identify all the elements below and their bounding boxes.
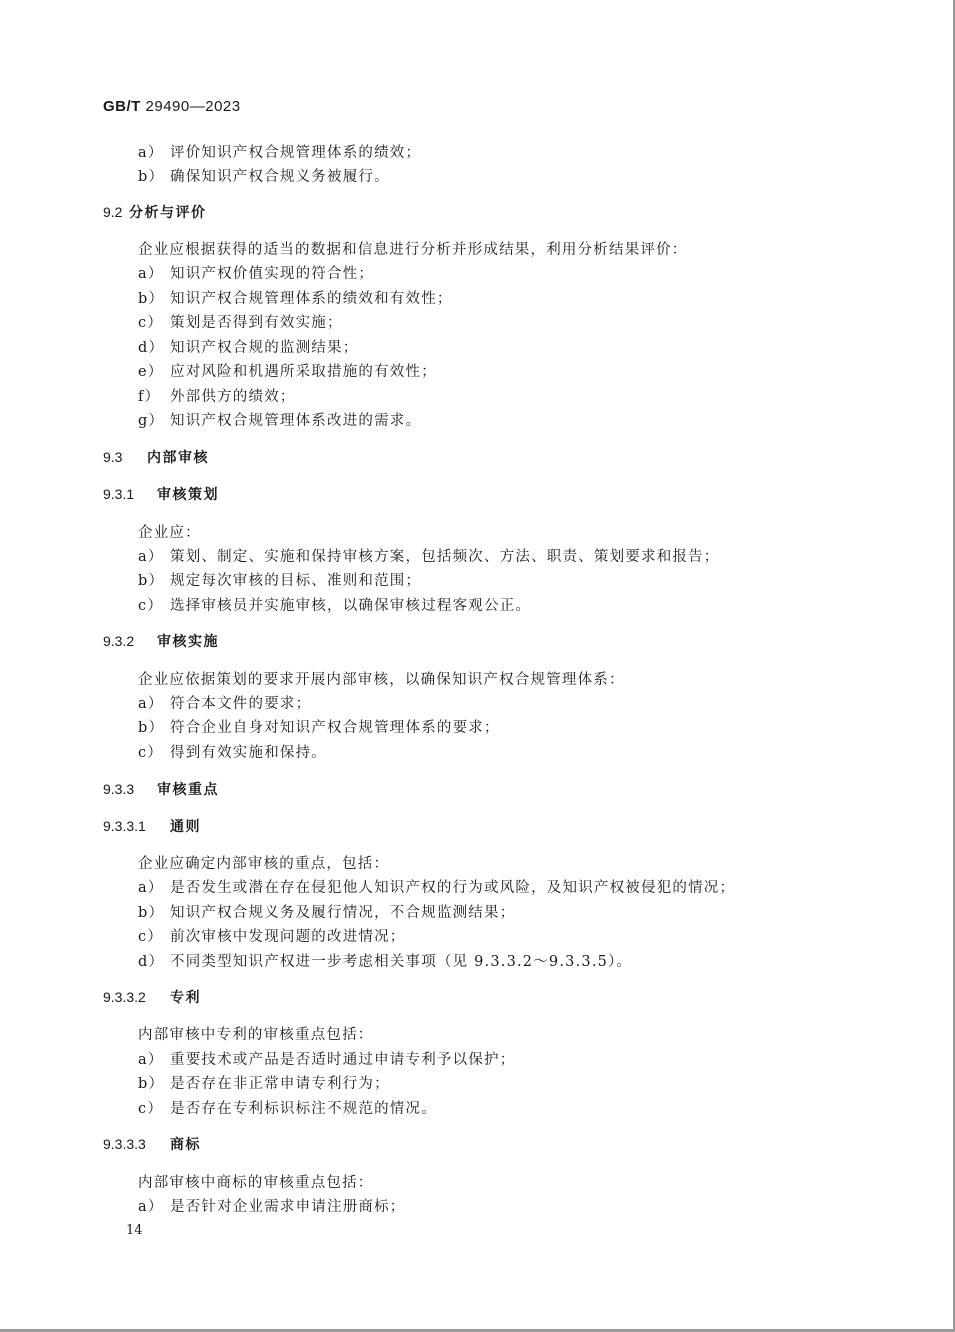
section-title: 审核重点 [157, 781, 219, 797]
section-heading [103, 816, 201, 836]
list-item-label: a） [138, 145, 164, 161]
list-item-text: 策划是否得到有效实施； [170, 315, 343, 331]
page-number: 14 [126, 1223, 143, 1238]
section-number: 9.3.3.3 [103, 1136, 146, 1152]
section-number: 9.3 [103, 449, 123, 465]
section-number: 9.2 [103, 204, 123, 220]
section-title: 分析与评价 [129, 204, 207, 220]
list-item-text: 选择审核员并实施审核，以确保审核过程客观公正。 [170, 598, 532, 614]
list-item-text: 确保知识产权合规义务被履行。 [170, 169, 390, 185]
list-item-text: 是否发生或潜在存在侵犯他人知识产权的行为或风险，及知识产权被侵犯的情况； [170, 880, 736, 896]
list-item-text: 是否存在非正常申请专利行为； [170, 1076, 390, 1092]
list-item-text: 策划、制定、实施和保持审核方案，包括频次、方法、职责、策划要求和报告； [170, 549, 720, 565]
paragraph-text: 内部审核中专利的审核重点包括： [138, 1027, 374, 1043]
paragraph-text: 企业应依据策划的要求开展内部审核，以确保知识产权合规管理体系： [138, 672, 625, 688]
list-item-label: f） [138, 389, 161, 405]
list-item-text: 知识产权合规的监测结果； [170, 340, 359, 356]
section-number: 9.3.3 [103, 781, 135, 797]
list-item-text: 知识产权合规管理体系改进的需求。 [170, 413, 422, 429]
list-item-label: a） [138, 880, 164, 896]
list-item-label: g） [138, 413, 165, 429]
section-number: 9.3.3.1 [103, 818, 146, 834]
section-number: 9.3.3.2 [103, 989, 146, 1005]
section-title: 专利 [170, 989, 201, 1005]
section-heading [103, 631, 219, 651]
section-title: 审核实施 [157, 633, 219, 649]
list-item-text: 规定每次审核的目标、准则和范围； [170, 573, 422, 589]
list-item-label: d） [138, 340, 165, 356]
list-item-label: b） [138, 1076, 165, 1092]
list-item-text: 知识产权价值实现的符合性； [170, 266, 375, 282]
list-item-label: a） [138, 549, 164, 565]
list-item-label: a） [138, 1052, 164, 1068]
list-item-label: a） [138, 266, 164, 282]
list-item-text: 知识产权合规义务及履行情况，不合规监测结果； [170, 905, 516, 921]
list-item-text: 得到有效实施和保持。 [170, 745, 327, 761]
standard-code-number: 29490—2023 [145, 98, 241, 115]
standard-code [103, 98, 241, 115]
list-item-label: c） [138, 929, 164, 945]
paragraph-text: 企业应确定内部审核的重点，包括： [138, 856, 390, 872]
list-item-label: c） [138, 315, 164, 331]
list-item-label: b） [138, 573, 165, 589]
list-item-label: b） [138, 720, 165, 736]
list-item-label: b） [138, 291, 165, 307]
list-item-text: 评价知识产权合规管理体系的绩效； [170, 145, 422, 161]
section-heading [103, 484, 219, 504]
list-item-label: a） [138, 1199, 164, 1215]
list-item-text: 重要技术或产品是否适时通过申请专利予以保护； [170, 1052, 516, 1068]
section-heading [103, 202, 207, 222]
list-item-label: c） [138, 598, 164, 614]
section-heading [103, 987, 201, 1007]
list-item-text: 是否针对企业需求申请注册商标； [170, 1199, 406, 1215]
list-item-label: b） [138, 169, 165, 185]
section-title: 内部审核 [147, 449, 209, 465]
list-item-text: 应对风险和机遇所采取措施的有效性； [170, 364, 437, 380]
list-item-label: a） [138, 696, 164, 712]
list-item-label: c） [138, 1101, 164, 1117]
section-heading [103, 1134, 201, 1154]
section-heading [103, 779, 219, 799]
list-item-label: d） [138, 954, 165, 970]
section-title: 审核策划 [157, 486, 219, 502]
list-item-label: b） [138, 905, 165, 921]
list-item-text: 符合企业自身对知识产权合规管理体系的要求； [170, 720, 500, 736]
section-title: 通则 [170, 818, 201, 834]
paragraph-text: 企业应根据获得的适当的数据和信息进行分析并形成结果，利用分析结果评价： [138, 242, 688, 258]
paragraph-text: 内部审核中商标的审核重点包括： [138, 1175, 374, 1191]
section-number: 9.3.1 [103, 486, 135, 502]
paragraph-text: 企业应： [138, 525, 201, 541]
list-item-label: e） [138, 364, 164, 380]
list-item-text: 知识产权合规管理体系的绩效和有效性； [170, 291, 453, 307]
list-item-text: 不同类型知识产权进一步考虑相关事项（见 9.3.3.2～9.3.3.5）。 [170, 954, 633, 970]
section-heading [103, 447, 209, 467]
standard-code-prefix: GB/T [103, 98, 141, 115]
list-item-text: 是否存在专利标识标注不规范的情况。 [170, 1101, 437, 1117]
list-item-text: 前次审核中发现问题的改进情况； [170, 929, 406, 945]
section-title: 商标 [170, 1136, 201, 1152]
list-item-text: 符合本文件的要求； [170, 696, 312, 712]
list-item-label: c） [138, 745, 164, 761]
list-item-text: 外部供方的绩效； [170, 389, 296, 405]
section-number: 9.3.2 [103, 633, 135, 649]
